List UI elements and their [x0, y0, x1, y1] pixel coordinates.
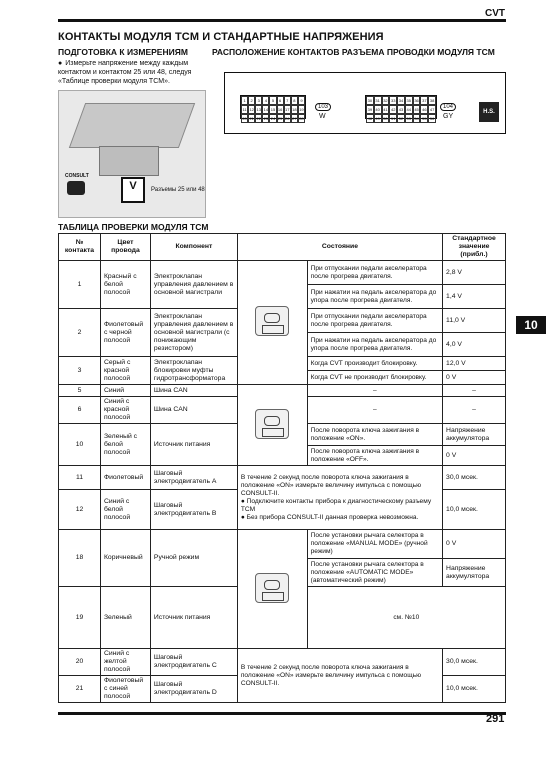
pulse-instruction: В течение 2 секунд после поворота ключа зажигания в положение «ON» измерьте величину импульса с помощью CONSULT-II.: [240, 473, 422, 497]
bullet-icon: ●: [58, 60, 63, 67]
cell-color: Зеленый: [100, 587, 150, 649]
connector-pin: 36: [414, 98, 419, 103]
cell-num: 5: [59, 385, 101, 397]
probe-cell: [237, 530, 307, 649]
cell-condition: После поворота ключа зажигания в положение «OFF».: [307, 446, 442, 466]
cell-num: 10: [59, 424, 101, 466]
cell-condition: –: [307, 397, 442, 424]
cell-color: Фиолетовый: [100, 466, 150, 490]
connector-pin: 24: [270, 116, 276, 121]
header-num: № контакта: [59, 234, 101, 261]
connector-pin: 5: [269, 96, 276, 105]
cell-num: 21: [59, 676, 101, 703]
header-value: Стандартное значение (прибл.): [443, 234, 506, 261]
connector-pin: 45: [414, 107, 419, 112]
connector-right: [365, 95, 437, 119]
cell-component: Шаговый электродвигатель B: [150, 490, 237, 530]
section-label: CVT: [485, 8, 505, 19]
connector-pin: 3: [255, 96, 262, 105]
connector-pin: 51: [390, 116, 396, 121]
tcm-unit-shape: [69, 103, 195, 148]
cell-value: –: [443, 385, 506, 397]
cell-value: 4,0 V: [443, 333, 506, 357]
connector-pin: 32: [383, 98, 388, 103]
connector-diagram: [224, 72, 506, 134]
connector-pin: 13: [256, 107, 261, 112]
connector-pin: 53: [406, 116, 411, 121]
photo-caption: Разъемы 25 или 48: [151, 187, 205, 193]
connector-pin: 30: [367, 98, 373, 103]
measurement-photo: [58, 90, 206, 218]
prep-title: ПОДГОТОВКА К ИЗМЕРЕНИЯМ: [58, 47, 188, 57]
cell-color: Синий с красной полосой: [100, 397, 150, 424]
connector-pin: 52: [398, 116, 404, 121]
cell-component: Шаговый электродвигатель D: [150, 676, 237, 703]
cell-component: Электроклапан управления давлением в основной магистрали (с понижающим резистором): [150, 309, 237, 357]
connector-pin: 43: [398, 107, 404, 112]
connector-shape: [99, 146, 159, 176]
table-row: [59, 385, 506, 397]
connector-left-tag: 103: [315, 103, 331, 111]
cell-num: 12: [59, 490, 101, 530]
connector-pin: 17: [284, 107, 290, 112]
cell-value: 10,0 мсек.: [443, 490, 506, 530]
hs-icon: H.S.: [479, 102, 499, 122]
cell-condition: В течение 2 секунд после поворота ключа зажигания в положение «ON» измерьте величину импульса с помощью CONSULT-II.: [237, 649, 442, 703]
connector-right-tag: 104: [440, 103, 456, 111]
connector-pin: 8: [291, 96, 298, 105]
connector-pin: 2: [248, 96, 255, 105]
connector-pin: 18: [292, 107, 297, 112]
table-row: [59, 466, 506, 490]
connector-pin: 41: [383, 107, 388, 112]
connector-pin: 48: [367, 116, 373, 121]
connector-pin: 22: [256, 116, 261, 121]
cell-color: Синий с желтой полосой: [100, 649, 150, 676]
header-rule: [58, 10, 506, 22]
connector-pin: 49: [375, 116, 380, 121]
connector-pin: 47: [429, 107, 435, 112]
cell-num: 2: [59, 309, 101, 357]
cell-value: 2,8 V: [443, 261, 506, 285]
table-row: [59, 261, 506, 285]
table-header-row: [59, 234, 506, 261]
connector-right-color: GY: [443, 113, 454, 120]
cell-condition: При нажатии на педаль акселератора до упора после прогрева двигателя.: [307, 285, 442, 309]
page-title: КОНТАКТЫ МОДУЛЯ TCM И СТАНДАРТНЫЕ НАПРЯЖЕНИЯ: [58, 31, 384, 43]
bullet-item: ● Подключите контакты прибора к диагностическому разъему TCM: [240, 497, 432, 513]
cell-condition: [237, 466, 442, 530]
cell-condition: –: [307, 385, 442, 397]
footer-rule: [58, 712, 506, 715]
cell-condition: см. №10: [307, 587, 505, 649]
bullet-text: Без прибора CONSULT-II данная проверка невозможна.: [246, 513, 419, 521]
table-row: [59, 530, 506, 559]
cell-num: 19: [59, 587, 101, 649]
connector-pin: 38: [429, 98, 435, 103]
voltmeter-icon: V: [121, 177, 145, 203]
cell-color: Красный с белой полосой: [100, 261, 150, 309]
connector-pin: 25: [277, 116, 283, 121]
cell-num: 6: [59, 397, 101, 424]
tcm-check-table: [58, 233, 506, 703]
cell-condition: Когда CVT не производит блокировку.: [307, 371, 442, 385]
connector-pin: 44: [406, 107, 411, 112]
cell-component: Ручной режим: [150, 530, 237, 587]
connector-pin: 55: [422, 116, 427, 121]
probe-cell: [237, 261, 307, 385]
cell-component: Шина CAN: [150, 397, 237, 424]
consult-icon: [67, 181, 85, 195]
connector-left-color: W: [319, 113, 326, 120]
cell-color: Серый с красной полосой: [100, 357, 150, 385]
cell-num: 11: [59, 466, 101, 490]
cell-value: 30,0 мсек.: [443, 466, 506, 490]
cell-num: 1: [59, 261, 101, 309]
connector-pin: 33: [390, 98, 396, 103]
connector-pin: 6: [277, 96, 284, 105]
bullet-text: Подключите контакты прибора к диагностическому разъему TCM: [240, 497, 432, 513]
cell-condition: После поворота ключа зажигания в положение «ON».: [307, 424, 442, 446]
connector-pin: 21: [249, 116, 254, 121]
table-title: ТАБЛИЦА ПРОВЕРКИ МОДУЛЯ TCM: [58, 222, 209, 232]
prep-bullet-text: Измерьте напряжение между каждым контактом и контактом 25 или 48, следуя «Таблице проверки модуля TCM».: [58, 60, 192, 85]
cell-value: 11,0 V: [443, 309, 506, 333]
cell-value: Напряжение аккумулятора: [443, 559, 506, 587]
cell-condition: После установки рычага селектора в положение «AUTOMATIC MODE» (автоматический режим): [307, 559, 442, 587]
cell-component: Шаговый электродвигатель A: [150, 466, 237, 490]
cell-condition: При отпускании педали акселератора после прогрева двигателя.: [307, 309, 442, 333]
connector-pin: 19: [299, 107, 304, 112]
connector-pin: 7: [284, 96, 291, 105]
cell-color: Коричневый: [100, 530, 150, 587]
cell-color: Синий с белой полосой: [100, 490, 150, 530]
connector-pin: 50: [383, 116, 388, 121]
connector-pin: 54: [414, 116, 419, 121]
connector-pin: 23: [263, 116, 269, 121]
connector-left: [240, 95, 306, 119]
probe-icon: [255, 306, 289, 336]
connector-pin: 31: [375, 98, 380, 103]
cell-condition: При нажатии на педаль акселератора до упора после прогрева двигателя.: [307, 333, 442, 357]
connector-pin: 27: [292, 116, 297, 121]
connector-pin: 26: [284, 116, 290, 121]
cell-component: Шаговый электродвигатель C: [150, 649, 237, 676]
header-color: Цвет провода: [100, 234, 150, 261]
cell-num: 20: [59, 649, 101, 676]
cell-value: 0 V: [443, 371, 506, 385]
cell-color: Синий: [100, 385, 150, 397]
cell-component: Источник питания: [150, 587, 237, 649]
probe-cell: [237, 385, 307, 466]
connector-pin: 16: [277, 107, 283, 112]
cell-color: Зеленый с белой полосой: [100, 424, 150, 466]
cell-color: Фиолетовый с черной полосой: [100, 309, 150, 357]
connector-pin: 35: [406, 98, 411, 103]
connector-pin: 12: [249, 107, 254, 112]
connector-pin: 42: [390, 107, 396, 112]
probe-icon: [255, 409, 289, 439]
consult-label: CONSULT: [65, 173, 89, 179]
connector-pin: 39: [367, 107, 373, 112]
connector-pin: 34: [398, 98, 404, 103]
connector-pin: 20: [242, 116, 247, 121]
table-row: [59, 649, 506, 676]
header-component: Компонент: [150, 234, 237, 261]
cell-value: Напряжение аккумулятора: [443, 424, 506, 446]
page-number: 291: [486, 713, 505, 725]
cell-condition: Когда CVT производит блокировку.: [307, 357, 442, 371]
cell-num: 18: [59, 530, 101, 587]
cell-value: 30,0 мсек.: [443, 649, 506, 676]
connector-pin: 4: [262, 96, 269, 105]
connector-pin: 1: [241, 96, 248, 105]
connector-pin: 56: [429, 116, 435, 121]
cell-value: 0 V: [443, 446, 506, 466]
cell-condition: При отпускании педали акселератора после прогрева двигателя.: [307, 261, 442, 285]
connector-pin: 15: [270, 107, 276, 112]
header-condition: Состояние: [237, 234, 442, 261]
cell-num: 3: [59, 357, 101, 385]
cell-value: 0 V: [443, 530, 506, 559]
prep-bullet: [58, 59, 206, 86]
cell-component: Источник питания: [150, 424, 237, 466]
connector-pin: 28: [299, 116, 304, 121]
connector-pin: 46: [422, 107, 427, 112]
connector-pin: 37: [422, 98, 427, 103]
cell-component: Электроклапан блокировки муфты гидротрансформатора: [150, 357, 237, 385]
bullet-item: ● Без прибора CONSULT-II данная проверка невозможна.: [240, 513, 419, 521]
cell-value: –: [443, 397, 506, 424]
probe-icon: [255, 573, 289, 603]
cell-component: Шина CAN: [150, 385, 237, 397]
cell-condition: После установки рычага селектора в положение «MANUAL MODE» (ручной режим): [307, 530, 442, 559]
connector-pin: 40: [375, 107, 380, 112]
connector-pin: 11: [242, 107, 247, 112]
cell-value: 12,0 V: [443, 357, 506, 371]
cell-value: 10,0 мсек.: [443, 676, 506, 703]
cell-value: 1,4 V: [443, 285, 506, 309]
chapter-tab: 10: [516, 316, 546, 334]
cell-color: Фиолетовый с синей полосой: [100, 676, 150, 703]
connector-pin: 14: [263, 107, 269, 112]
connector-pin: 9: [298, 96, 305, 105]
cell-component: Электроклапан управления давлением в основной магистрали: [150, 261, 237, 309]
connector-title: РАСПОЛОЖЕНИЕ КОНТАКТОВ РАЗЪЕМА ПРОВОДКИ МОДУЛЯ TCM: [212, 47, 495, 57]
